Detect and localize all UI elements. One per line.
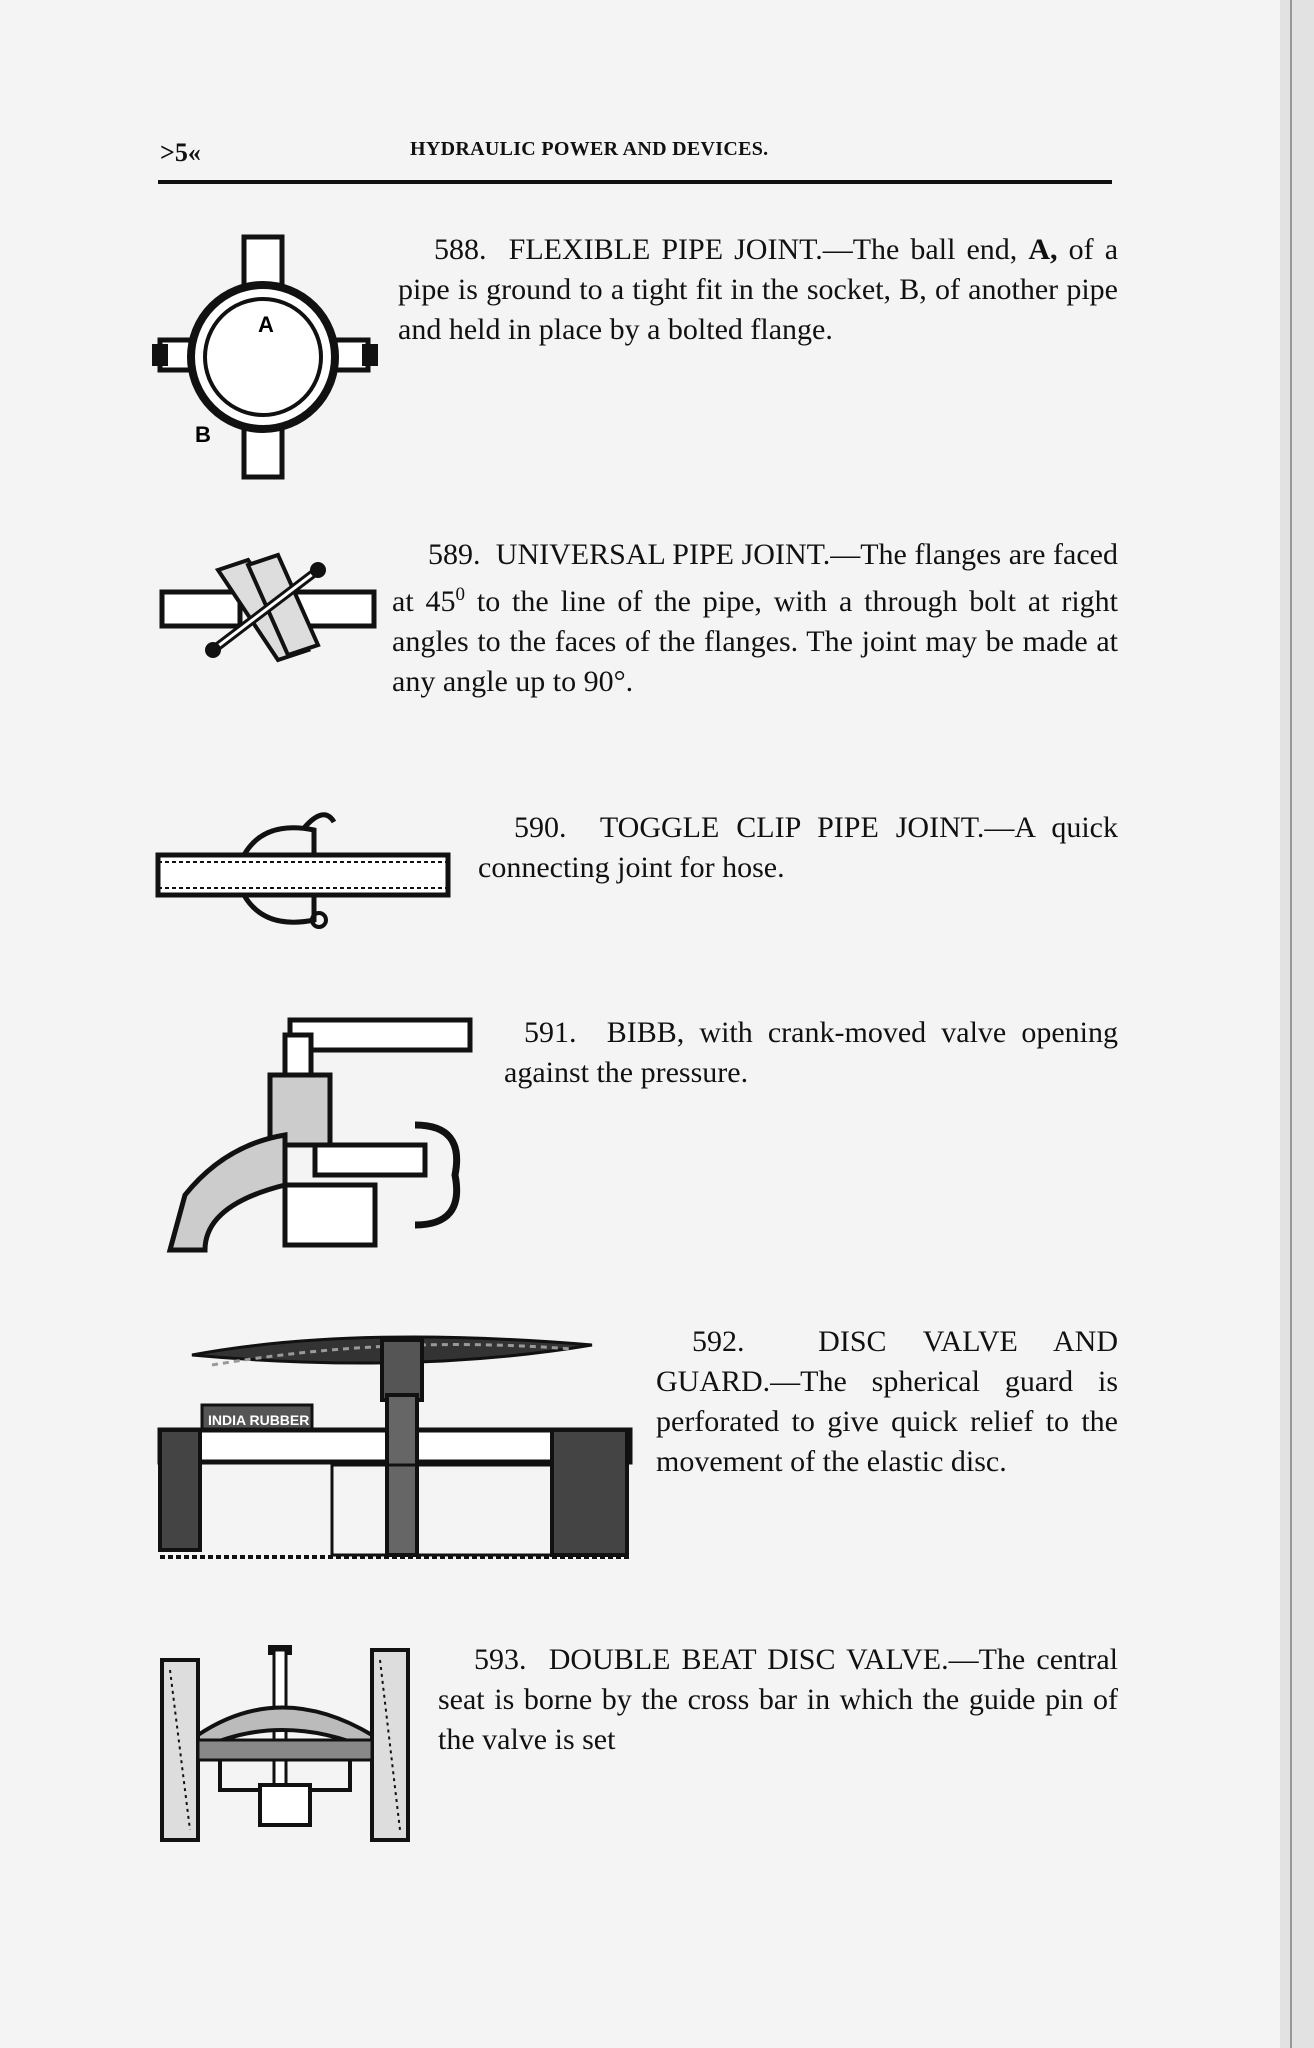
running-title: HYDRAULIC POWER AND DEVICES.: [410, 138, 769, 160]
entry-590: [478, 808, 1118, 888]
entry-592-number: 592.: [692, 1325, 745, 1358]
entry-592-text-1: —The spherical guard is perforated to give quick relief to the movement of the elastic disc.: [656, 1365, 1118, 1478]
entry-593-text-1: —The central seat is borne by the cross bar in which the guide pin of the valve is set: [438, 1643, 1118, 1756]
entry-593-title: DOUBLE BEAT DISC VALVE.: [548, 1643, 949, 1676]
entry-593: [438, 1640, 1118, 1760]
figure-588-label-b: B: [195, 422, 211, 447]
entry-591-title: BIBB,: [606, 1016, 685, 1049]
figure-589-universal-pipe-joint: [158, 550, 378, 670]
entry-590-text-1: —A quick connecting joint for hose.: [478, 811, 1118, 884]
entry-589-number: 589.: [428, 538, 481, 571]
entry-590-number: 590.: [514, 811, 567, 844]
entry-589-title: UNIVERSAL PIPE JOINT.: [495, 538, 831, 571]
entry-588-number: 588.: [434, 233, 487, 266]
figure-593-double-beat-disc-valve: [160, 1640, 410, 1845]
entry-589: [392, 535, 1118, 702]
entry-592: [656, 1322, 1118, 1482]
entry-590-title: TOGGLE CLIP PIPE JOINT.: [599, 811, 985, 844]
entry-591-text-1: with crank-moved valve opening against the pressure.: [504, 1016, 1118, 1089]
entry-592-title: DISC VALVE AND GUARD.: [656, 1325, 1119, 1398]
entry-588-title: FLEXIBLE PIPE JOINT.: [508, 233, 823, 266]
entry-591: [504, 1013, 1118, 1093]
page-edge-shadow: [1280, 0, 1314, 2048]
entry-589-text-1: —The flanges are faced at 45: [392, 538, 1118, 618]
figure-592-plate-text: INDIA RUBBER: [208, 1412, 310, 1428]
entry-591-number: 591.: [524, 1016, 577, 1049]
entry-588-text-2: of a pipe is ground to a tight fit in the socket, B, of another pipe and held in place by a bolted flange.: [398, 233, 1119, 346]
entry-588-bold-label: A,: [1028, 233, 1058, 266]
page-edge-line: [1290, 0, 1292, 2048]
entry-588-text-1: —The ball end,: [822, 233, 1018, 266]
page-number: >5«: [160, 138, 201, 167]
entry-589-superscript: 0: [455, 584, 466, 605]
figure-588-flexible-pipe-joint: [150, 232, 380, 482]
figure-592-disc-valve-and-guard: [152, 1335, 642, 1570]
figure-590-toggle-clip-pipe-joint: [154, 800, 454, 950]
entry-589-text-2: to the line of the pipe, with a through bolt at right angles to the faces of the flanges. The joint may be made at any angle up to 90°.: [392, 585, 1119, 698]
entry-588: [398, 230, 1118, 350]
header-rule: [158, 180, 1112, 184]
entry-593-number: 593.: [474, 1643, 527, 1676]
figure-591-bibb: [165, 1015, 475, 1255]
figure-588-label-a: A: [258, 312, 274, 337]
